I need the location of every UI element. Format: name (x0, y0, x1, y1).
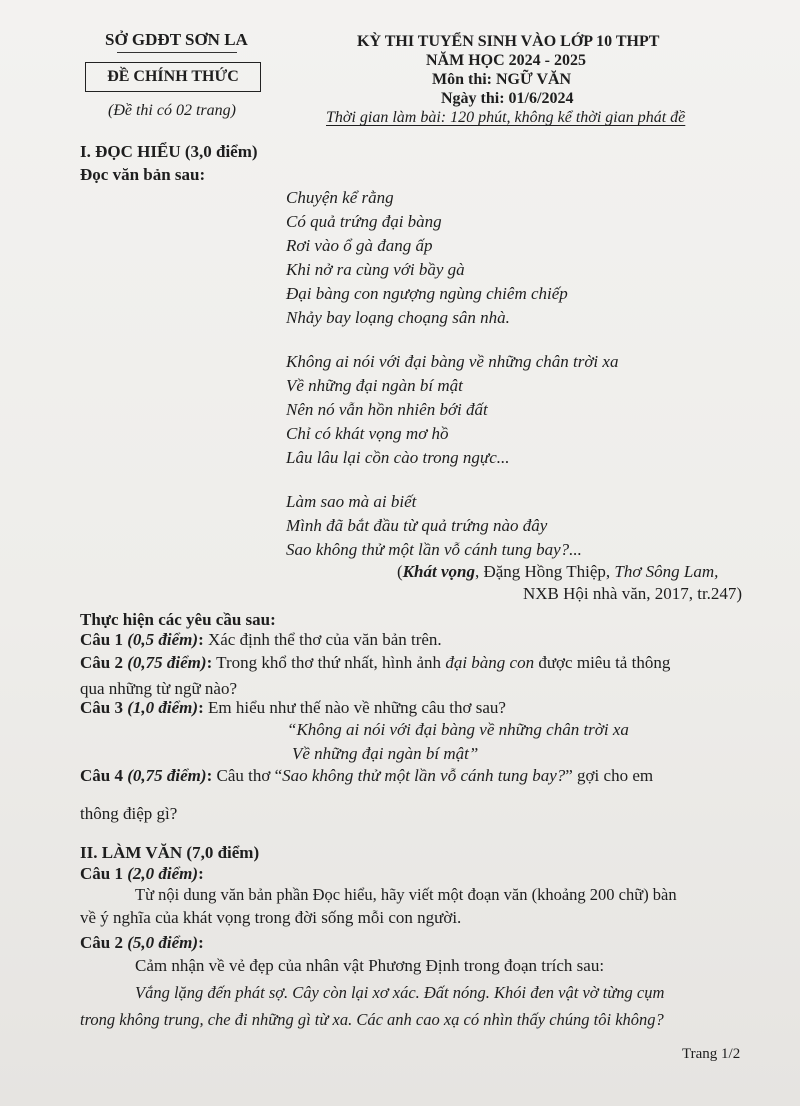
department-name: SỞ GDĐT SƠN LA (105, 30, 248, 49)
q2-text-em: đại bàng con (445, 653, 535, 672)
part2-heading: II. LÀM VĂN (7,0 điểm) (80, 843, 260, 862)
question-2 (80, 653, 670, 673)
q4-text-em: Sao không thử một lần vỗ cánh tung bay? (282, 766, 566, 785)
department-underline (117, 52, 237, 53)
q4-text-a: Câu thơ “ (212, 766, 283, 785)
q2-text-b: được miêu tả thông (534, 653, 671, 672)
poem-line: Nhảy bay loạng choạng sân nhà. (286, 308, 510, 327)
q3-quote-line1: “Không ai nói với đại bàng về những chân trời xa (287, 720, 629, 739)
q4-text-b: ” gợi cho em (565, 766, 654, 785)
part1-heading: I. ĐỌC HIỂU (3,0 điểm) (80, 142, 258, 161)
poem-line: Mình đã bắt đầu từ quả trứng nào đây (286, 516, 548, 535)
poem-book: Thơ Sông Lam, (614, 562, 719, 581)
official-label: ĐỀ CHÍNH THỨC (85, 62, 261, 92)
q1-label: Câu 1 (80, 630, 123, 649)
q2-text-c: qua những từ ngữ nào? (80, 679, 238, 698)
exam-subject: Môn thi: NGỮ VĂN (432, 71, 572, 88)
poem-line: Đại bàng con ngượng ngùng chiêm chiếp (286, 284, 568, 303)
poem-line: Không ai nói với đại bàng về những chân trời xa (286, 352, 619, 371)
question-3 (80, 698, 506, 718)
q4-text-c: thông điệp gì? (80, 804, 178, 823)
exam-title: KỲ THI TUYỂN SINH VÀO LỚP 10 THPT (357, 33, 660, 50)
exam-duration: Thời gian làm bài: 120 phút, không kể thời gian phát đề (326, 109, 686, 126)
poem-line: Rơi vào ổ gà đang ấp (286, 236, 433, 255)
q1-text: Xác định thể thơ của văn bản trên. (203, 630, 442, 649)
q3-colon: : (198, 698, 204, 717)
q2-colon: : (206, 653, 213, 672)
p2q2-colon: : (198, 933, 204, 952)
q1-colon: : (198, 630, 204, 649)
school-year: NĂM HỌC 2024 - 2025 (426, 52, 586, 69)
poem-publisher: NXB Hội nhà văn, 2017, tr.247) (523, 584, 743, 603)
poem-line: Nên nó vẫn hồn nhiên bới đất (286, 400, 488, 419)
p2q2-excerpt-line2: trong không trung, che đi những gì từ xa. Các anh cao xạ có nhìn thấy chúng tôi không? (80, 1010, 664, 1029)
p2q2-label: Câu 2 (80, 933, 123, 952)
page-number: Trang 1/2 (682, 1046, 741, 1062)
q2-label: Câu 2 (80, 653, 123, 672)
poem-line: Về những đại ngàn bí mật (286, 376, 463, 395)
poem-author: , Đặng Hồng Thiệp, (474, 562, 615, 581)
poem-source-line1 (397, 562, 718, 582)
poem-title: Khát vọng (402, 562, 475, 581)
q4-colon: : (206, 766, 213, 785)
p2q2-points: (5,0 điểm) (122, 933, 199, 952)
page-count-note: (Đề thi có 02 trang) (108, 102, 236, 119)
p2q1-label: Câu 1 (80, 864, 123, 883)
exam-date: Ngày thi: 01/6/2024 (441, 90, 574, 107)
question-4 (80, 766, 653, 786)
p2q2-excerpt-line1: Vắng lặng đến phát sợ. Cây còn lại xơ xác. Đất nóng. Khói đen vật vờ từng cụm (135, 983, 665, 1002)
poem-line: Làm sao mà ai biết (286, 492, 417, 511)
q3-points: (1,0 điểm) (122, 698, 199, 717)
poem-line: Chỉ có khát vọng mơ hồ (286, 424, 449, 443)
q2-text-a: Trong khổ thơ thứ nhất, hình ảnh (212, 653, 446, 672)
q2-points: (0,75 điểm) (122, 653, 207, 672)
p2q1-colon: : (198, 864, 204, 883)
poem-line: Khi nở ra cùng với bầy gà (286, 260, 465, 279)
q4-points: (0,75 điểm) (122, 766, 207, 785)
q1-points: (0,5 điểm) (122, 630, 199, 649)
question-1 (80, 630, 442, 650)
poem-line: Có quả trứng đại bàng (286, 212, 442, 231)
q4-label: Câu 4 (80, 766, 123, 785)
p2q2-line1: Cảm nhận về vẻ đẹp của nhân vật Phương Định trong đoạn trích sau: (135, 956, 605, 975)
poem-line: Lâu lâu lại cồn cào trong ngực... (286, 448, 510, 467)
q3-quote-line2: Về những đại ngàn bí mật” (292, 744, 479, 763)
essay-question-1 (80, 864, 204, 884)
p2q1-line2: về ý nghĩa của khát vọng trong đời sống mỗi con người. (80, 908, 462, 927)
p2q1-points: (2,0 điểm) (122, 864, 199, 883)
essay-question-2 (80, 933, 204, 953)
reading-instruction: Đọc văn bản sau: (80, 165, 206, 184)
p2q1-line1: Từ nội dung văn bản phần Đọc hiểu, hãy viết một đoạn văn (khoảng 200 chữ) bàn (135, 885, 677, 904)
source-open: ( (397, 562, 403, 581)
tasks-heading: Thực hiện các yêu cầu sau: (80, 610, 276, 629)
poem-line: Chuyện kể rằng (286, 188, 394, 207)
poem-line: Sao không thử một lần vỗ cánh tung bay?... (286, 540, 582, 559)
q3-text: Em hiểu như thế nào về những câu thơ sau? (203, 698, 506, 717)
q3-label: Câu 3 (80, 698, 123, 717)
